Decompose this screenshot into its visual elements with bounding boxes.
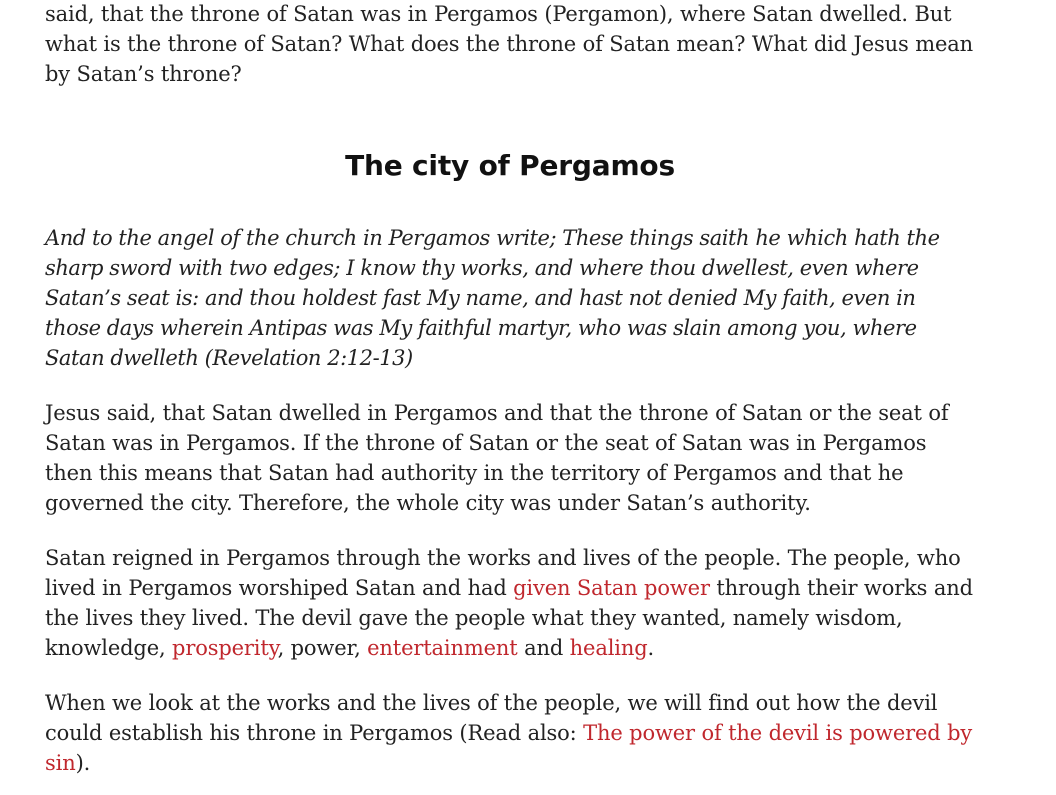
link-entertainment[interactable]: entertainment <box>367 636 518 660</box>
scripture-quote: And to the angel of the church in Pergamos write; These things saith he which hath the sharp sword with two edges; I know thy works, and where thou dwellest, even where Satan’s seat is: and thou holdest fast My name, and hast not denied My faith, even in those days wherein Antipas was My faithful martyr, who was slain among you, where Satan dwelleth (Revelation 2:12-13) <box>45 226 940 370</box>
paragraph-text: , power, <box>277 636 368 660</box>
paragraph-text: Satan reigned in Pergamos through the works and lives of the people. The people, who lived in Pergamos worshiped Satan and had <box>45 546 961 600</box>
article-body <box>45 0 975 778</box>
paragraph-text: ). <box>75 751 91 775</box>
paragraph-works <box>45 688 975 778</box>
section-heading: The city of Pergamos <box>345 149 675 182</box>
paragraph-text: When we look at the works and the lives of the people, we will find out how the devil could establish his throne in Pergamos (Read also: <box>45 691 938 745</box>
paragraph-text: and <box>517 636 570 660</box>
link-power-of-devil[interactable]: The power of the devil is powered by sin <box>45 721 973 775</box>
paragraph-authority: Jesus said, that Satan dwelled in Pergamos and that the throne of Satan or the seat of Satan was in Pergamos. If the throne of Satan or the seat of Satan was in Pergamos then this means that Satan had authority in the territory of Pergamos and that he governed the city. Therefore, the whole city was under Satan’s authority. <box>45 401 949 515</box>
paragraph-text: . <box>647 636 655 660</box>
link-healing[interactable]: healing <box>569 636 648 660</box>
link-prosperity[interactable]: prosperity <box>172 636 278 660</box>
intro-paragraph: said, that the throne of Satan was in Pergamos (Pergamon), where Satan dwelled. But what is the throne of Satan? What does the throne of Satan mean? What did Jesus mean by Satan’s throne? <box>45 2 973 86</box>
paragraph-text: through their works and the lives they lived. The devil gave the people what they wanted, namely wisdom, knowledge, <box>45 576 973 660</box>
link-given-satan-power[interactable]: given Satan power <box>513 576 710 600</box>
paragraph-reign <box>45 543 975 663</box>
